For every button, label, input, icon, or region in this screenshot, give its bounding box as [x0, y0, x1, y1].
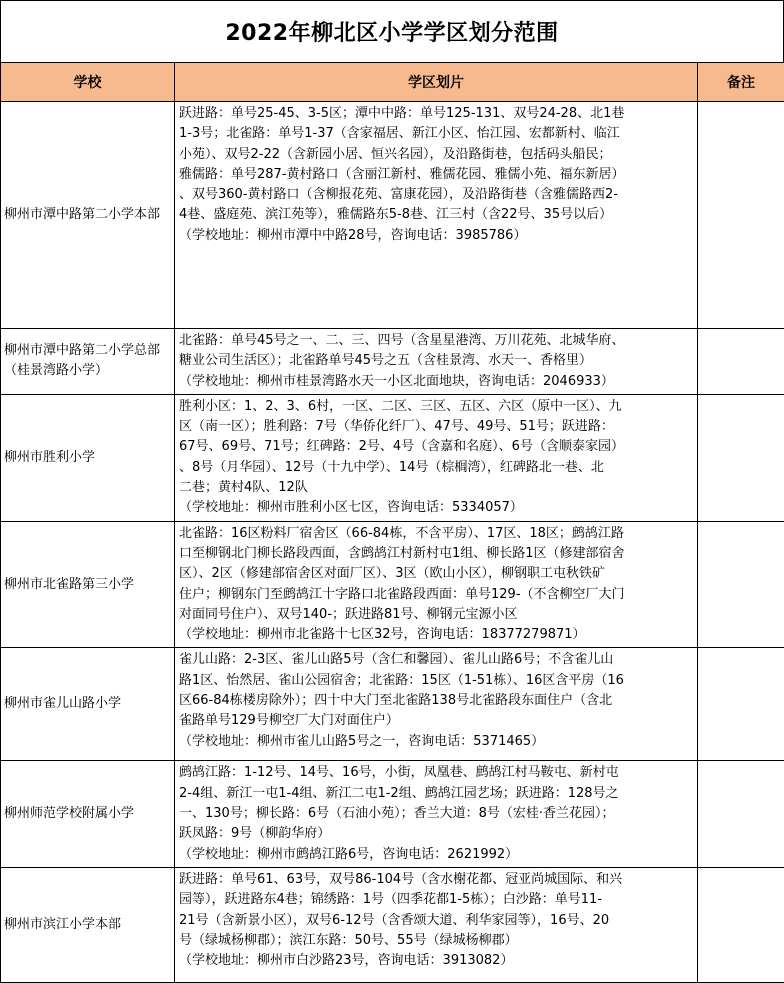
area-line: （学校地址：柳州市桂景湾路水天一小区北面地块，咨询电话：2046933）: [179, 372, 694, 392]
school-name: 柳州市滨江小学本部: [1, 867, 175, 982]
area-line: 21号（含新景小区），双号6-12号（含香颂大道、利华家园等），16号、20: [179, 911, 694, 931]
area-line: 胜利小区：1、2、3、6村，一区、二区、三区、五区、六区（原中一区）、九: [179, 397, 694, 417]
district-area: [175, 867, 698, 982]
note-cell: [698, 102, 784, 329]
header-school: 学校: [1, 63, 175, 102]
note-cell: [698, 521, 784, 648]
district-area: [175, 329, 698, 395]
note-cell: [698, 761, 784, 867]
area-line: 1-3号；北雀路：单号1-37（含家福居、新江小区、怡江园、宏都新村、临江: [179, 124, 694, 144]
area-line: （学校地址：柳州市雀儿山路5号之一，咨询电话：5371465）: [179, 732, 694, 752]
area-line: 、8号（月华园）、12号（十九中学）、14号（棕榈湾），红碑路北一巷、北: [179, 458, 694, 478]
school-name: 柳州市胜利小学: [1, 394, 175, 521]
area-line: 2-4组、新江一屯1-4组、新江二屯1-2组、鹧鸪江园艺场；跃进路：128号之: [179, 784, 694, 804]
note-cell: [698, 867, 784, 982]
district-area: [175, 648, 698, 761]
area-line: 北雀路：单号45号之一、二、三、四号（含星星港湾、万川花苑、北城华府、: [179, 331, 694, 351]
area-line: 口至柳钢北门柳长路段西面，含鹧鸪江村新村屯1组、柳长路1区（修建部宿舍: [179, 544, 694, 564]
table-row: [1, 648, 784, 761]
area-line: 号（绿城杨柳郡）；滨江东路：50号、55号（绿城杨柳郡）: [179, 931, 694, 951]
area-line: （学校地址：柳州市鹧鸪江路6号，咨询电话：2621992）: [179, 845, 694, 865]
area-line: 园等），跃进路东4巷；锦绣路：1号（四季花都1-5栋）；白沙路：单号11-: [179, 890, 694, 910]
area-line: 跃进路：单号61、63号，双号86-104号（含水榭花都、冠亚尚城国际、和兴: [179, 870, 694, 890]
header-row: [1, 63, 784, 102]
area-line: 对面同号住户）、双号140-；跃进路81号、柳钢元宝源小区: [179, 605, 694, 625]
district-area: [175, 102, 698, 329]
area-line: 跃凤路：9号（柳韵华府）: [179, 824, 694, 844]
area-line: 区66-84栋楼房除外）；四十中大门至北雀路138号北雀路段东面住户（含北: [179, 691, 694, 711]
area-line: （学校地址：柳州市胜利小区七区，咨询电话：5334057）: [179, 498, 694, 518]
note-cell: [698, 648, 784, 761]
note-cell: [698, 394, 784, 521]
area-line: 糖业公司生活区）；北雀路单号45号之五（含桂景湾、水天一、香格里）: [179, 351, 694, 371]
school-name: 柳州市潭中路第二小学总部（桂景湾路小学）: [1, 329, 175, 395]
area-line: 北雀路：16区粉料厂宿舍区（66-84栋，不含平房）、17区、18区；鹧鸪江路: [179, 524, 694, 544]
area-line: 67号、69号、71号；红碑路：2号、4号（含嘉和名庭）、6号（含顺泰家园）: [179, 437, 694, 457]
area-line: 区）、2区（修建部宿舍区对面厂区）、3区（欧山小区），柳钢职工屯秋铁矿: [179, 564, 694, 584]
district-area: [175, 761, 698, 867]
table-row: [1, 867, 784, 982]
table-row: [1, 521, 784, 648]
school-name: 柳州市北雀路第三小学: [1, 521, 175, 648]
school-name: 柳州市潭中路第二小学本部: [1, 102, 175, 329]
header-area: 学区划片: [175, 63, 698, 102]
area-line: 鹧鸪江路：1-12号、14号、16号，小街，凤凰巷、鹧鸪江村马鞍屯、新村屯: [179, 763, 694, 783]
area-line: （学校地址：柳州市北雀路十七区32号，咨询电话：18377279871）: [179, 625, 694, 645]
area-line: 二巷；黄村4队、12队: [179, 478, 694, 498]
page-title: 2022年柳北区小学学区划分范围: [0, 0, 784, 62]
area-line: 、双号360-黄村路口（含柳报花苑、富康花园），及沿路街巷（含雅儒路西2-: [179, 185, 694, 205]
area-line: （学校地址：柳州市白沙路23号，咨询电话：3913082）: [179, 951, 694, 971]
table-row: [1, 102, 784, 329]
note-cell: [698, 329, 784, 395]
table-row: [1, 394, 784, 521]
area-line: 路1区、怡然居、雀山公园宿舍；北雀路：15区（1-51栋）、16区含平房（16: [179, 671, 694, 691]
area-line: 雀路单号129号柳空厂大门对面住户）: [179, 711, 694, 731]
district-table: [0, 62, 784, 983]
area-line: 小苑）、双号2-22（含新园小居、恒兴名园），及沿路街巷，包括码头船民；: [179, 145, 694, 165]
area-line: 区（南一区）；胜利路：7号（华侨化纤厂）、47号、49号、51号；跃进路：: [179, 417, 694, 437]
area-line: 跃进路：单号25-45、3-5区；潭中中路：单号125-131、双号24-28、北1巷: [179, 104, 694, 124]
school-name: 柳州师范学校附属小学: [1, 761, 175, 867]
area-line: 雀儿山路：2-3区、雀儿山路5号（含仁和馨园）、雀儿山路6号；不含雀儿山: [179, 650, 694, 670]
header-note: 备注: [698, 63, 784, 102]
table-row: [1, 761, 784, 867]
area-line: （学校地址：柳州市潭中中路28号，咨询电话：3985786）: [179, 226, 694, 246]
area-line: 住户；柳钢东门至鹧鸪江十字路口北雀路段西面：单号129-（不含柳空厂大门: [179, 585, 694, 605]
table-row: [1, 329, 784, 395]
district-area: [175, 394, 698, 521]
area-line: 雅儒路：单号287-黄村路口（含丽江新村、雅儒花园、雅儒小苑、福东新居）: [179, 165, 694, 185]
area-line: 一、130号；柳长路：6号（石油小苑）；香兰大道：8号（宏桂·香兰花园）；: [179, 804, 694, 824]
school-name: 柳州市雀儿山路小学: [1, 648, 175, 761]
area-line: 4巷、盛庭苑、滨江苑等），雅儒路东5-8巷、江三村（含22号、35号以后）: [179, 205, 694, 225]
district-area: [175, 521, 698, 648]
